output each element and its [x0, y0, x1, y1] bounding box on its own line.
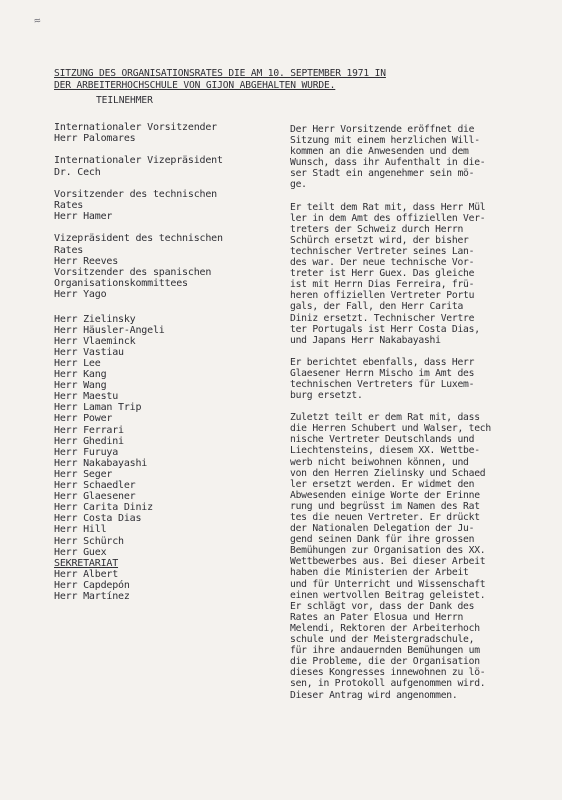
- paragraph-line: und für Unterricht und Wissenschaft: [290, 578, 486, 590]
- officer-line: Internationaler Vizepräsident: [54, 155, 223, 167]
- minutes-paragraph: [290, 412, 535, 700]
- paragraph-line: gend seinen Dank für ihre grossen: [290, 534, 475, 546]
- paragraph-line: Sitzung mit einem herzlichen Will-: [290, 135, 480, 147]
- paragraph-line: technischer Vertreter seines Lan-: [290, 245, 475, 257]
- paragraph-line: schule und der Meistergradschule,: [290, 634, 475, 646]
- paragraph-line: ler ersetzt werden. Er widmet den: [290, 478, 475, 490]
- paragraph-line: Der Herr Vorsitzende eröffnet die: [290, 124, 475, 135]
- member-name: Herr Maestu: [54, 391, 119, 403]
- paragraph-line: Er schlägt vor, dass der Dank des: [290, 600, 475, 612]
- paragraph-line: einen wertvollen Beitrag geleistet.: [290, 589, 486, 601]
- officer-line: Herr Hamer: [54, 211, 113, 223]
- officer-line: Organisationskommittees: [54, 278, 188, 290]
- paragraph-line: die Herren Schubert und Walser, tech: [290, 423, 491, 435]
- paragraph-line: Liechtensteins, diesem XX. Wettbe-: [290, 445, 480, 457]
- paragraph-line: Er berichtet ebenfalls, dass Herr: [290, 356, 475, 368]
- document-header: [54, 68, 514, 92]
- member-name: Herr Carita Diniz: [54, 502, 153, 514]
- paragraph-line: Glaesener Herrn Mischo im Amt des: [290, 367, 475, 379]
- member-name: Herr Kang: [54, 369, 107, 381]
- officer-group: [54, 122, 284, 144]
- header-line-1: SITZUNG DES ORGANISATIONSRATES DIE AM 10. SEPTEMBER 1971 IN: [54, 68, 386, 79]
- officer-line: Herr Palomares: [54, 133, 136, 145]
- minutes-paragraph: [290, 202, 535, 346]
- member-name: Herr Schaedler: [54, 480, 136, 492]
- header-line-2: DER ARBEITERHOCHSCHULE VON GIJON ABGEHALTEN WURDE.: [54, 80, 336, 91]
- paragraph-line: und Japans Herr Nakabayashi: [290, 334, 441, 346]
- minutes-paragraph: [290, 357, 535, 401]
- officer-line: Rates: [54, 244, 84, 256]
- paragraph-line: ser Stadt ein angenehmer sein mö-: [290, 168, 475, 180]
- paragraph-line: für ihre andauernden Bemühungen um: [290, 645, 480, 657]
- member-name: Herr Glaesener: [54, 491, 136, 503]
- officer-line: Vorsitzender des spanischen: [54, 267, 212, 279]
- paragraph-line: ist mit Herrn Dias Ferreira, frü-: [290, 279, 475, 291]
- secretariat-name: Herr Martínez: [54, 590, 130, 602]
- paragraph-line: die Probleme, die der Organisation: [290, 656, 480, 668]
- paragraph-line: nische Vertreter Deutschlands und: [290, 434, 475, 446]
- paragraph-line: treter ist Herr Guex. Das gleiche: [290, 268, 475, 280]
- member-name: Herr Vlaeminck: [54, 335, 136, 347]
- officer-group: [54, 233, 284, 300]
- paragraph-line: werb nicht beiwohnen können, und: [290, 456, 469, 468]
- member-name: Herr Lee: [54, 358, 101, 370]
- member-name: Herr Costa Dias: [54, 513, 142, 525]
- paragraph-line: Abwesenden einige Worte der Erinne: [290, 489, 480, 501]
- member-name: Herr Power: [54, 413, 113, 425]
- participants-title: TEILNEHMER: [96, 95, 153, 106]
- member-name: Herr Furuya: [54, 446, 119, 458]
- member-name: Herr Hill: [54, 524, 107, 536]
- paragraph-line: Bemühungen zur Organisation des XX.: [290, 545, 486, 557]
- paragraph-line: kommen an die Anwesenden und dem: [290, 146, 469, 158]
- paragraph-line: Dieser Antrag wird angenommen.: [290, 689, 458, 701]
- secretariat-list: [54, 558, 284, 602]
- member-name: Herr Häusler-Angeli: [54, 324, 165, 336]
- paragraph-line: Rates an Pater Elosua und Herrn: [290, 611, 464, 623]
- paragraph-line: ge.: [290, 179, 307, 191]
- paragraph-line: des war. Der neue technische Vor-: [290, 257, 475, 269]
- officer-line: Herr Reeves: [54, 255, 119, 267]
- paragraph-line: sen, in Protokoll aufgenommen wird.: [290, 678, 486, 690]
- member-name: Herr Zielinsky: [54, 313, 136, 325]
- minutes-paragraph: [290, 124, 535, 191]
- paragraph-line: haben die Ministerien der Arbeit: [290, 567, 469, 579]
- paragraph-line: Diniz ersetzt. Technischer Vertre: [290, 312, 475, 324]
- member-name: Herr Guex: [54, 546, 107, 558]
- officer-group: [54, 189, 284, 223]
- officer-line: Rates: [54, 200, 84, 212]
- paragraph-line: rung und begrüsst im Namen des Rat: [290, 500, 480, 512]
- paragraph-line: gals, der Fall, den Herr Carita: [290, 301, 464, 313]
- member-name: Herr Schürch: [54, 535, 124, 547]
- paragraph-line: dieses Kongresses innewohnen zu lö-: [290, 667, 486, 679]
- secretariat-title: SEKRETARIAT: [54, 557, 119, 569]
- officer-line: Internationaler Vorsitzender: [54, 122, 217, 133]
- paragraph-line: Wunsch, dass ihr Aufenthalt in die-: [290, 157, 486, 169]
- member-name: Herr Ferrari: [54, 424, 124, 436]
- paragraph-line: von den Herren Zielinsky und Schaed: [290, 467, 486, 479]
- officer-line: Vizepräsident des technischen: [54, 233, 223, 245]
- member-name: Herr Laman Trip: [54, 402, 142, 414]
- secretariat-name: Herr Albert: [54, 568, 119, 580]
- participants-column: [54, 122, 284, 602]
- member-name: Herr Vastiau: [54, 346, 124, 358]
- paragraph-line: heren offiziellen Vertreter Portu: [290, 290, 475, 302]
- officer-line: Vorsitzender des technischen: [54, 188, 217, 200]
- minutes-text-column: [290, 124, 535, 712]
- paragraph-line: burg ersetzt.: [290, 390, 363, 402]
- officer-line: Herr Yago: [54, 289, 107, 301]
- member-name: Herr Ghedini: [54, 435, 124, 447]
- member-list: [54, 314, 284, 558]
- paragraph-line: der Nationalen Delegation der Ju-: [290, 523, 475, 535]
- paragraph-line: treters der Schweiz durch Herrn: [290, 223, 464, 235]
- paragraph-line: ter Portugals ist Herr Costa Dias,: [290, 323, 480, 335]
- corner-mark: ≈: [33, 13, 41, 28]
- paragraph-line: Wettbewerbes aus. Bei dieser Arbeit: [290, 556, 486, 568]
- officer-line: Dr. Cech: [54, 166, 101, 178]
- paragraph-line: ler in dem Amt des offiziellen Ver-: [290, 212, 486, 224]
- paragraph-line: Melendi, Rektoren der Arbeiterhoch: [290, 622, 480, 634]
- paragraph-line: tes die neuen Vertreter. Er drückt: [290, 512, 480, 523]
- paragraph-line: Zuletzt teilt er dem Rat mit, dass: [290, 412, 480, 424]
- member-name: Herr Wang: [54, 380, 107, 392]
- member-name: Herr Nakabayashi: [54, 457, 148, 469]
- member-name: Herr Seger: [54, 468, 113, 480]
- paragraph-line: Schürch ersetzt wird, der bisher: [290, 234, 469, 246]
- officer-group: [54, 155, 284, 177]
- paragraph-line: technischen Vertreters für Luxem-: [290, 378, 475, 390]
- paragraph-line: Er teilt dem Rat mit, dass Herr Mül: [290, 201, 486, 213]
- secretariat-name: Herr Capdepón: [54, 579, 130, 591]
